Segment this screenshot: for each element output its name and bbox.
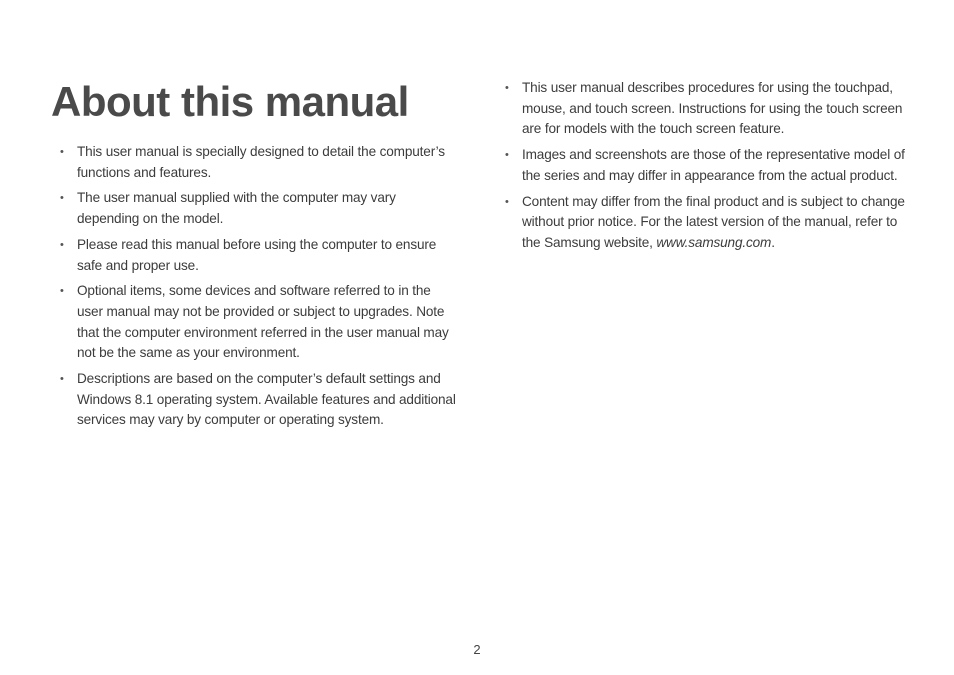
list-item: [57, 235, 457, 276]
list-item-text: The user manual supplied with the computer may vary depending on the model.: [77, 190, 396, 227]
bullet-icon: •: [60, 373, 64, 386]
list-item: [502, 192, 912, 254]
list-item: [57, 188, 457, 229]
samsung-website-link[interactable]: www.samsung.com: [656, 234, 772, 250]
page-number: 2: [473, 642, 481, 657]
bullet-icon: •: [60, 285, 64, 298]
list-item: [57, 369, 457, 431]
bullet-icon: •: [505, 195, 509, 208]
list-item-text: This user manual describes procedures for using the touchpad, mouse, and touch screen. Instructions for using the touch screen are for models with the touch screen feature.: [522, 80, 903, 137]
list-item-text: Descriptions are based on the computer’s default settings and Windows 8.1 operating system. Available features and additional services may vary by computer or operating system.: [77, 371, 456, 428]
list-item: [502, 145, 912, 186]
bullet-icon: •: [505, 149, 509, 162]
list-item-text: Images and screenshots are those of the representative model of the series and may differ in appearance from the actual product.: [522, 147, 905, 183]
right-bullet-list: [502, 78, 912, 259]
list-item-text: This user manual is specially designed to detail the computer’s functions and features.: [77, 144, 445, 180]
list-item-text: Please read this manual before using the computer to ensure safe and proper use.: [77, 236, 437, 273]
list-item: [502, 78, 912, 140]
list-item: [57, 142, 457, 183]
list-item-text: Content may differ from the final product and is subject to change without prior notice. For the latest version of the manual, refer to the Samsung website,: [522, 193, 905, 250]
list-item: [57, 281, 457, 364]
bullet-icon: •: [60, 146, 64, 158]
list-item-text: Optional items, some devices and software referred to in the user manual may not be provided or subject to upgrades. Note that the computer environment referred in the user manual may not be the same as your environment.: [77, 283, 449, 361]
list-item-end: .: [771, 234, 775, 250]
bullet-icon: •: [505, 82, 509, 94]
page-title: About this manual: [51, 78, 409, 125]
bullet-icon: •: [60, 238, 64, 251]
left-bullet-list: [57, 142, 457, 436]
bullet-icon: •: [60, 192, 64, 205]
